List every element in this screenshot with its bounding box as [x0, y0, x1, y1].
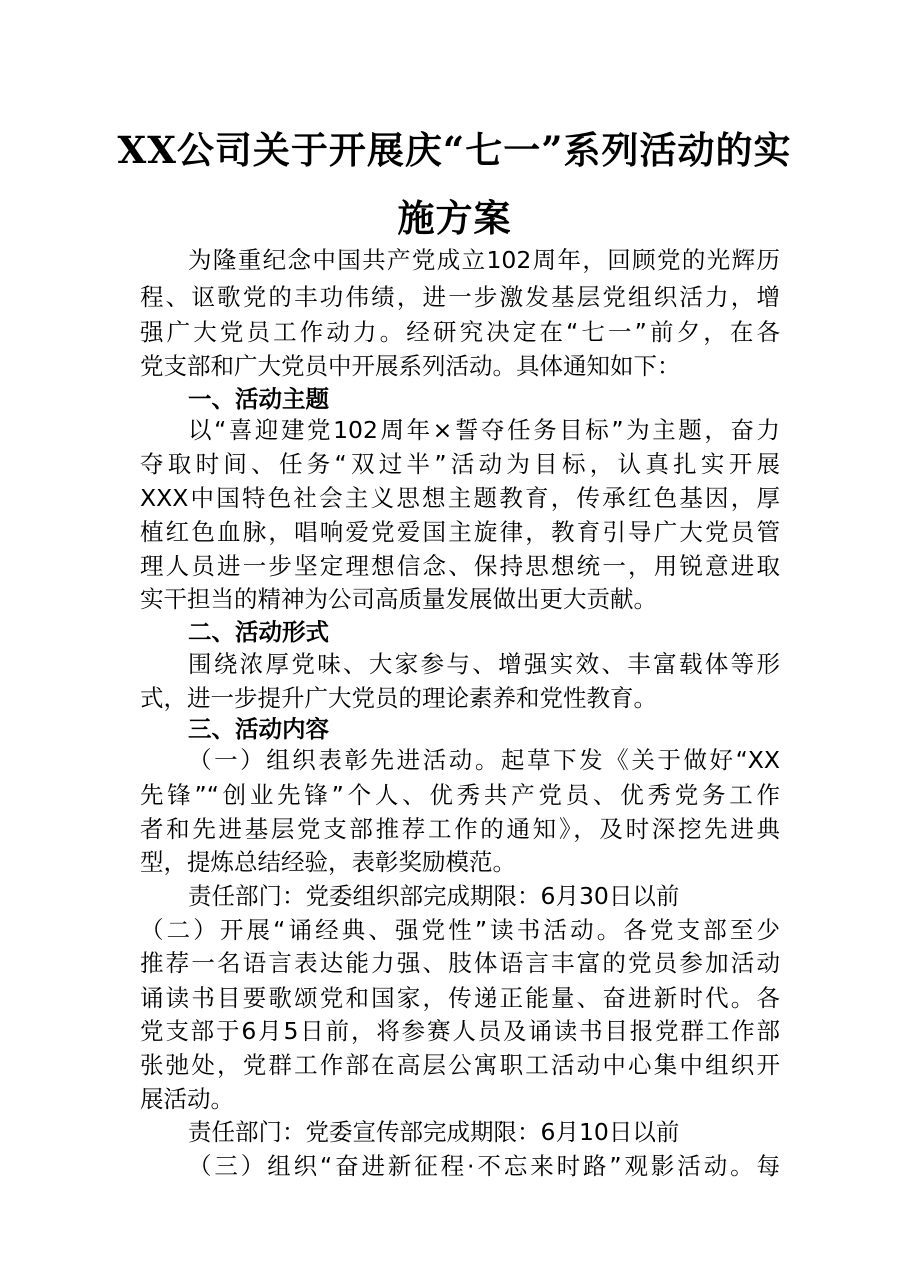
theme-paragraph-line: 夺取时间、任务“双过半”活动为目标，认真扎实开展 [140, 450, 780, 478]
theme-paragraph-line: 理人员进一步坚定理想信念、保持思想统一，用锐意进取 [140, 552, 780, 580]
document-title-line-2: 施方案 [397, 196, 512, 240]
item-one-line: （一）组织表彰先进活动。起草下发《关于做好“XX [188, 746, 780, 774]
form-paragraph-line: 式，进一步提升广大党员的理论素养和党性教育。 [140, 684, 657, 712]
item-two-line: 推荐一名语言表达能力强、肢体语言丰富的党员参加活动 [140, 949, 780, 977]
section-heading-theme: 一、活动主题 [188, 385, 329, 413]
item-two-line: （二）开展“诵经典、强党性”读书活动。各党支部至少 [140, 916, 780, 944]
item-two-line: 张弛处，党群工作部在高层公寓职工活动中心集中组织开 [140, 1051, 780, 1079]
responsibility-line: 责任部门：党委组织部完成期限：6月30日以前 [188, 882, 680, 910]
section-heading-content: 三、活动内容 [188, 715, 329, 743]
theme-paragraph-line: 植红色血脉，唱响爱党爱国主旋律，教育引导广大党员管 [140, 518, 780, 546]
section-heading-form: 二、活动形式 [188, 618, 329, 646]
responsibility-line: 责任部门：党委宣传部完成期限：6月10日以前 [188, 1118, 680, 1146]
item-two-line: 党支部于6月5日前，将参赛人员及诵读书目报党群工作部 [140, 1017, 780, 1045]
intro-paragraph-line: 党支部和广大党员中开展系列活动。具体通知如下： [140, 352, 681, 380]
item-one-line: 先锋”“创业先锋”个人、优秀共产党员、优秀党务工作 [140, 781, 780, 809]
item-one-line: 型，提炼总结经验，表彰奖励模范。 [140, 848, 516, 876]
intro-paragraph-line: 程、讴歌党的丰功伟绩，进一步激发基层党组织活力，增 [140, 283, 780, 311]
theme-paragraph-line: 以“喜迎建党102周年×誓夺任务目标”为主题，奋力 [188, 416, 780, 444]
item-three-line: （三）组织“奋进新征程·不忘来时路”观影活动。每 [188, 1152, 780, 1180]
form-paragraph-line: 围绕浓厚党味、大家参与、增强实效、丰富载体等形 [188, 650, 780, 678]
intro-paragraph-line: 强广大党员工作动力。经研究决定在“七一”前夕，在各 [140, 318, 780, 346]
document-title-line-1: XX公司关于开展庆“七一”系列活动的实 [117, 128, 792, 172]
item-two-line: 展活动。 [140, 1085, 234, 1113]
item-one-line: 者和先进基层党支部推荐工作的通知》，及时深挖先进典 [140, 815, 780, 843]
item-two-line: 诵读书目要歌颂党和国家，传递正能量、奋进新时代。各 [140, 984, 780, 1012]
intro-paragraph-line: 为隆重纪念中国共产党成立102周年，回顾党的光辉历 [188, 246, 780, 274]
theme-paragraph-line: 实干担当的精神为公司高质量发展做出更大贡献。 [140, 585, 657, 613]
theme-paragraph-line: XXX中国特色社会主义思想主题教育，传承红色基因，厚 [140, 484, 780, 512]
